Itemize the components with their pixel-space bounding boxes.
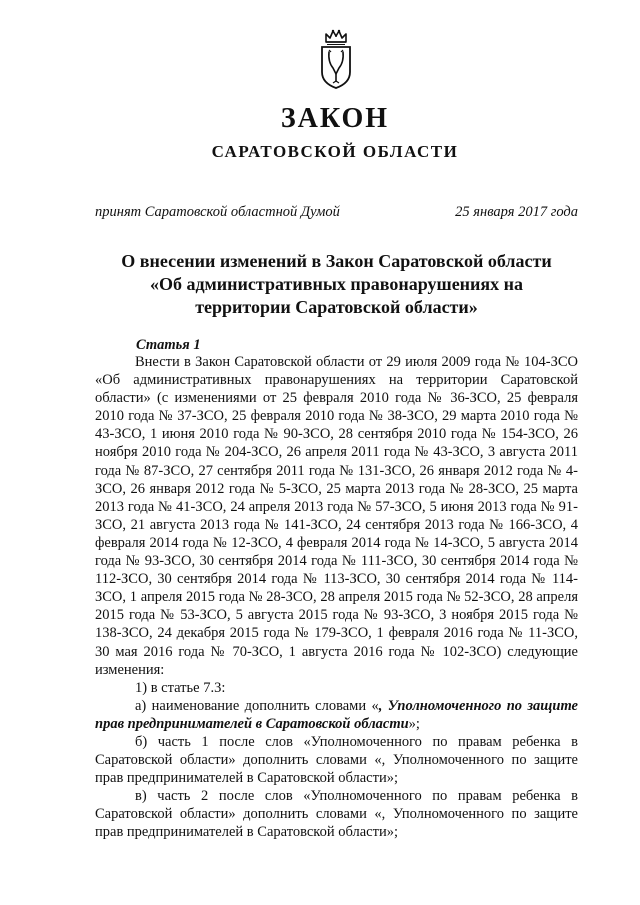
saratov-coat-of-arms-icon	[318, 28, 354, 90]
item-1: 1) в статье 7.3:	[135, 679, 226, 696]
item-a-prefix: а) наименование дополнить словами «	[135, 697, 379, 714]
item-b: б) часть 1 после слов «Уполномоченного по правам ребенка в Саратовской области» дополнить словами «, Уполномоченного по защите прав предпринимателей в Саратовской области»;	[95, 733, 578, 787]
article-label: Статья 1	[136, 337, 201, 353]
article-body	[95, 353, 578, 842]
item-a-emphasis: , Уполномоченного по защите прав предпринимателей в Саратовской области	[95, 697, 578, 732]
heading-line-3: территории Саратовской области»	[195, 297, 478, 317]
item-c: в) часть 2 после слов «Уполномоченного по правам ребенка в Саратовской области» дополнить словами «, Уполномоченного по защите прав предпринимателей в Саратовской области»;	[95, 788, 578, 841]
law-subtitle: САРАТОВСКОЙ ОБЛАСТИ	[211, 142, 459, 161]
law-title: ЗАКОН	[280, 103, 390, 134]
law-heading	[95, 250, 578, 319]
adoption-date: 25 января 2017 года	[455, 204, 578, 220]
adopted-by: принят Саратовской областной Думой	[95, 204, 340, 220]
heading-line-1: О внесении изменений в Закон Саратовской области	[121, 251, 552, 271]
article-intro: Внести в Закон Саратовской области от 29 июля 2009 года № 104-ЗСО «Об административных правонарушениях на территории Саратовской области» (с изменениями от 25 февраля 2010 года № 36-ЗСО, 25 февраля 2010 года № 37-ЗСО, 25 февраля 2010 года № 38-ЗСО, 29 марта 2010 года № 43-ЗСО, 1 июня 2010 года № 90-ЗСО, 28 сентября 2010 года № 154-ЗСО, 26 ноября 2010 года № 204-ЗСО, 26 апреля 2011 года № 43-ЗСО, 3 августа 2011 года № 87-ЗСО, 27 сентября 2011 года № 131-ЗСО, 26 января 2012 года № 4-ЗСО, 26 января 2012 года № 5-ЗСО, 25 марта 2013 года № 28-ЗСО, 25 марта 2013 года № 41-ЗСО, 24 апреля 2013 года № 57-ЗСО, 5 июня 2013 года № 91-ЗСО, 21 августа 2013 года № 141-ЗСО, 24 сентября 2013 года № 166-ЗСО, 4 февраля 2014 года № 12-ЗСО, 4 февраля 2014 года № 14-ЗСО, 5 августа 2014 года № 93-ЗСО, 30 сентября 2014 года № 111-ЗСО, 30 сентября 2014 года № 112-ЗСО, 30 сентября 2014 года № 113-ЗСО, 30 сентября 2014 года № 114-ЗСО, 1 апреля 2015 года № 28-ЗСО, 28 апреля 2015 года № 52-ЗСО, 28 апреля 2015 года № 53-ЗСО, 5 августа 2015 года № 93-ЗСО, 3 ноября 2015 года № 138-ЗСО, 24 декабря 2015 года № 179-ЗСО, 1 февраля 2016 года № 11-ЗСО, 30 мая 2016 года № 70-ЗСО, 1 августа 2016 года № 102-ЗСО) следующие изменения:	[95, 354, 578, 678]
item-a	[95, 697, 578, 733]
item-a-suffix: »;	[408, 715, 420, 732]
adoption-line	[95, 204, 578, 221]
heading-line-2: «Об административных правонарушениях на	[149, 274, 524, 294]
